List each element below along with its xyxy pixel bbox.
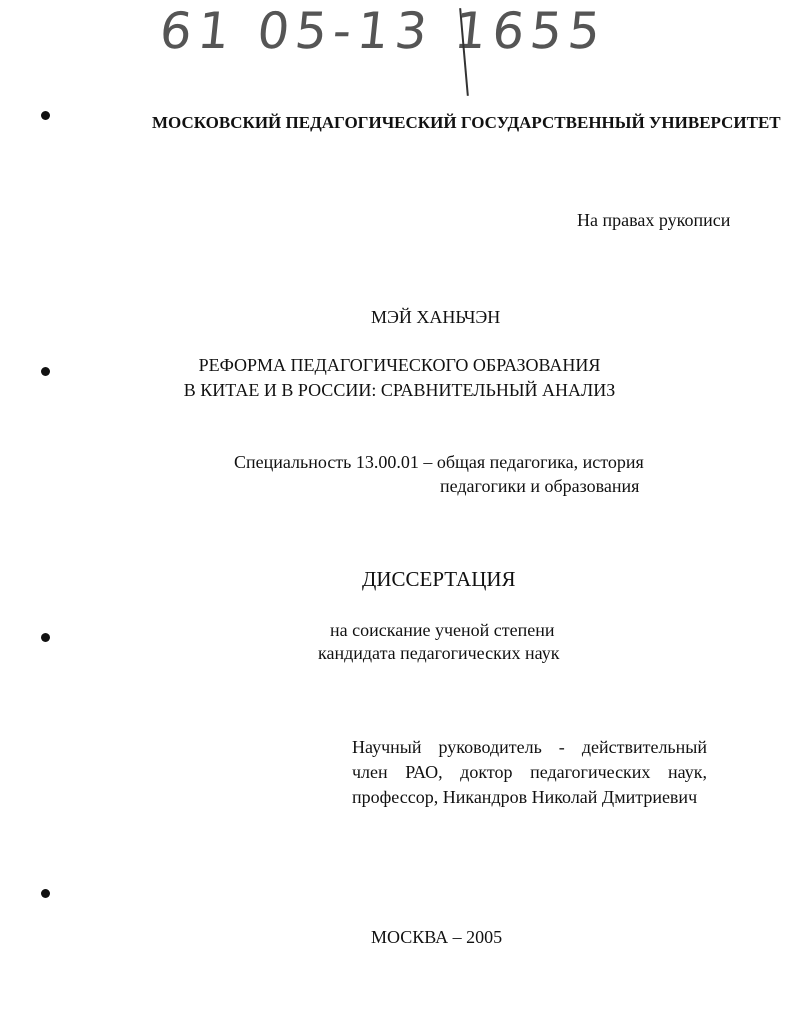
document-type: ДИССЕРТАЦИЯ — [362, 567, 516, 591]
binding-hole-mark — [41, 633, 50, 642]
title-line: РЕФОРМА ПЕДАГОГИЧЕСКОГО ОБРАЗОВАНИЯ — [198, 355, 601, 375]
author-name: МЭЙ ХАНЬЧЭН — [371, 307, 501, 327]
binding-hole-mark — [41, 111, 50, 120]
dissertation-title — [0, 353, 799, 403]
title-line: В КИТАЕ И В РОССИИ: СРАВНИТЕЛЬНЫЙ АНАЛИЗ — [183, 380, 616, 400]
supervisor-line: Научный руководитель - действительный — [352, 737, 707, 757]
supervisor-line: профессор, Никандров Николай Дмитриевич — [352, 787, 698, 807]
degree-line: на соискание ученой степени — [330, 620, 555, 640]
specialty-line: педагогики и образования — [440, 476, 640, 496]
university-name: МОСКОВСКИЙ ПЕДАГОГИЧЕСКИЙ ГОСУДАРСТВЕННЫЙ УНИВЕРСИТЕТ — [152, 113, 781, 132]
binding-hole-mark — [41, 889, 50, 898]
degree-line: кандидата педагогических наук — [318, 643, 560, 663]
supervisor-info — [352, 735, 707, 810]
city-year: МОСКВА – 2005 — [371, 927, 503, 947]
specialty-line: Специальность 13.00.01 – общая педагогика, история — [234, 452, 644, 472]
supervisor-line: член РАО, доктор педагогических наук, — [352, 762, 707, 782]
handwritten-number: 61 05-13 1655 — [156, 2, 610, 60]
manuscript-note: На правах рукописи — [577, 210, 731, 230]
